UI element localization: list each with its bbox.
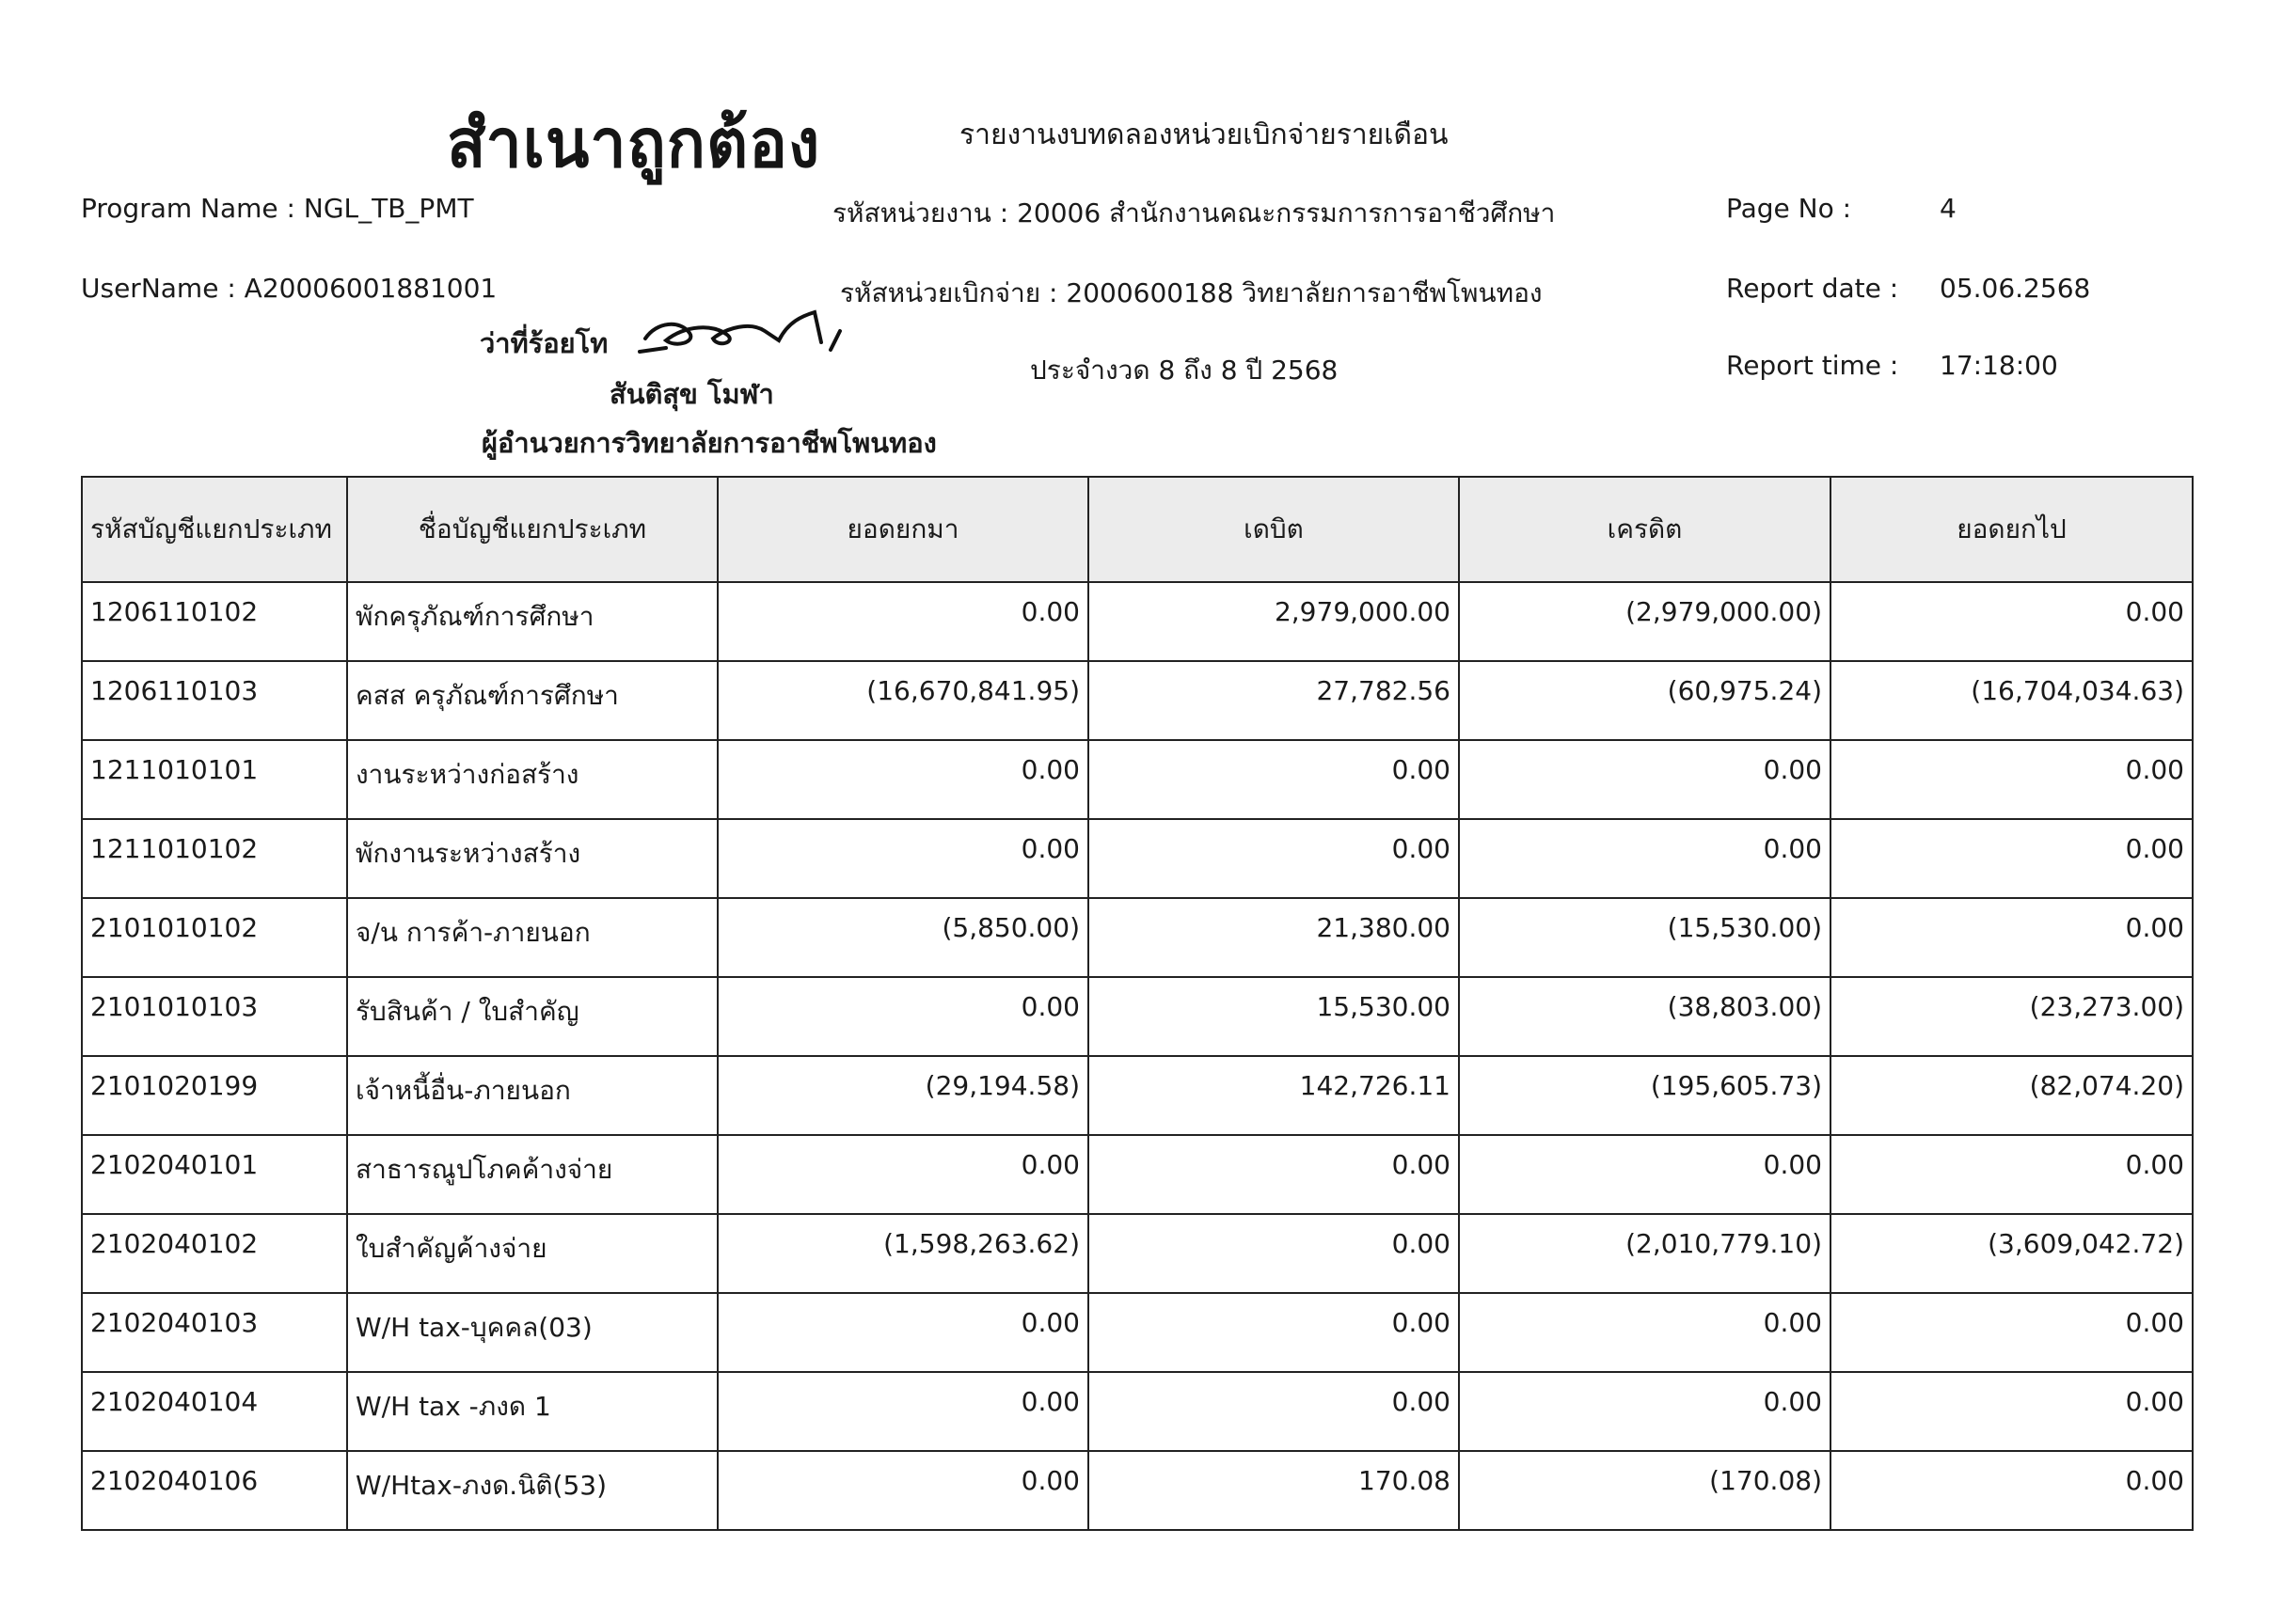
handwritten-signature (638, 303, 854, 359)
signatory-position: ผู้อำนวยการวิทยาลัยการอาชีพโพนทอง (482, 427, 937, 459)
opening-balance: 0.00 (718, 740, 1088, 819)
column-header-credit: เครดิต (1459, 477, 1830, 582)
credit: (60,975.24) (1459, 661, 1830, 740)
closing-balance: 0.00 (1830, 1372, 2193, 1451)
opening-balance: (16,670,841.95) (718, 661, 1088, 740)
debit: 15,530.00 (1088, 977, 1459, 1056)
account-name: W/Htax-ภงด.นิติ(53) (347, 1451, 718, 1530)
account-name: พักครุภัณฑ์การศึกษา (347, 582, 718, 661)
account-name: คสส ครุภัณฑ์การศึกษา (347, 661, 718, 740)
closing-balance: 0.00 (1830, 1451, 2193, 1530)
user-name: UserName : A20006001881001 (81, 273, 498, 304)
credit: 0.00 (1459, 1372, 1830, 1451)
agency-code: รหัสหน่วยงาน : 20006 สำนักงานคณะกรรมการการอาชีวศึกษา (832, 197, 1556, 229)
opening-balance: (1,598,263.62) (718, 1214, 1088, 1293)
closing-balance: (16,704,034.63) (1830, 661, 2193, 740)
account-code: 2102040103 (82, 1293, 347, 1372)
signatory-name: สันติสุข โมฬา (610, 378, 774, 410)
table-row (82, 977, 2193, 1056)
debit: 142,726.11 (1088, 1056, 1459, 1135)
account-name: สาธารณูปโภคค้างจ่าย (347, 1135, 718, 1214)
debit: 0.00 (1088, 1293, 1459, 1372)
credit: (2,979,000.00) (1459, 582, 1830, 661)
debit: 0.00 (1088, 740, 1459, 819)
table-row (82, 582, 2193, 661)
account-code: 1211010101 (82, 740, 347, 819)
account-name: งานระหว่างก่อสร้าง (347, 740, 718, 819)
closing-balance: 0.00 (1830, 740, 2193, 819)
account-code: 2102040101 (82, 1135, 347, 1214)
report-time-label: Report time : (1726, 350, 1899, 381)
report-title: รายงานงบทดลองหน่วยเบิกจ่ายรายเดือน (959, 118, 1449, 151)
credit: 0.00 (1459, 819, 1830, 898)
account-code: 2101010102 (82, 898, 347, 977)
opening-balance: 0.00 (718, 819, 1088, 898)
table-row (82, 1451, 2193, 1530)
closing-balance: 0.00 (1830, 898, 2193, 977)
report-date-label: Report date : (1726, 273, 1899, 304)
opening-balance: 0.00 (718, 1293, 1088, 1372)
account-name: จ/น การค้า-ภายนอก (347, 898, 718, 977)
credit: (195,605.73) (1459, 1056, 1830, 1135)
opening-balance: 0.00 (718, 1451, 1088, 1530)
trial-balance-table (81, 476, 2194, 1531)
closing-balance: (3,609,042.72) (1830, 1214, 2193, 1293)
table-row (82, 1135, 2193, 1214)
account-name: W/H tax -ภงด 1 (347, 1372, 718, 1451)
opening-balance: 0.00 (718, 977, 1088, 1056)
table-row (82, 1372, 2193, 1451)
account-name: W/H tax-บุคคล(03) (347, 1293, 718, 1372)
debit: 2,979,000.00 (1088, 582, 1459, 661)
report-date-value: 05.06.2568 (1940, 273, 2091, 304)
account-name: พักงานระหว่างสร้าง (347, 819, 718, 898)
debit: 0.00 (1088, 819, 1459, 898)
opening-balance: (5,850.00) (718, 898, 1088, 977)
column-header-account-code: รหัสบัญชีแยกประเภท (82, 477, 347, 582)
debit: 0.00 (1088, 1135, 1459, 1214)
closing-balance: (23,273.00) (1830, 977, 2193, 1056)
column-header-opening-balance: ยอดยกมา (718, 477, 1088, 582)
opening-balance: 0.00 (718, 582, 1088, 661)
closing-balance: 0.00 (1830, 582, 2193, 661)
account-code: 2101020199 (82, 1056, 347, 1135)
table-row (82, 1214, 2193, 1293)
credit: (15,530.00) (1459, 898, 1830, 977)
account-code: 2102040104 (82, 1372, 347, 1451)
credit: (38,803.00) (1459, 977, 1830, 1056)
page-no-label: Page No : (1726, 193, 1852, 224)
credit: 0.00 (1459, 740, 1830, 819)
credit: (170.08) (1459, 1451, 1830, 1530)
disbursement-unit-code: รหัสหน่วยเบิกจ่าย : 2000600188 วิทยาลัยการอาชีพโพนทอง (840, 277, 1543, 308)
closing-balance: 0.00 (1830, 1135, 2193, 1214)
opening-balance: (29,194.58) (718, 1056, 1088, 1135)
debit: 27,782.56 (1088, 661, 1459, 740)
account-name: เจ้าหนี้อื่น-ภายนอก (347, 1056, 718, 1135)
program-name: Program Name : NGL_TB_PMT (81, 193, 474, 224)
account-name: รับสินค้า / ใบสำคัญ (347, 977, 718, 1056)
opening-balance: 0.00 (718, 1135, 1088, 1214)
report-time-value: 17:18:00 (1940, 350, 2058, 381)
debit: 0.00 (1088, 1214, 1459, 1293)
credit: 0.00 (1459, 1135, 1830, 1214)
account-code: 2102040106 (82, 1451, 347, 1530)
table-row (82, 1056, 2193, 1135)
page-no-value: 4 (1940, 193, 1957, 224)
certified-copy-stamp: สำเนาถูกต้อง (447, 104, 821, 184)
account-code: 1211010102 (82, 819, 347, 898)
closing-balance: (82,074.20) (1830, 1056, 2193, 1135)
table-row (82, 661, 2193, 740)
column-header-account-name: ชื่อบัญชีแยกประเภท (347, 477, 718, 582)
account-name: ใบสำคัญค้างจ่าย (347, 1214, 718, 1293)
closing-balance: 0.00 (1830, 1293, 2193, 1372)
account-code: 1206110103 (82, 661, 347, 740)
account-code: 1206110102 (82, 582, 347, 661)
debit: 0.00 (1088, 1372, 1459, 1451)
table-row (82, 1293, 2193, 1372)
debit: 21,380.00 (1088, 898, 1459, 977)
signature-prefix: ว่าที่ร้อยโท (480, 327, 609, 359)
account-code: 2102040102 (82, 1214, 347, 1293)
table-row (82, 898, 2193, 977)
column-header-closing-balance: ยอดยกไป (1830, 477, 2193, 582)
report-period: ประจำงวด 8 ถึง 8 ปี 2568 (1030, 355, 1339, 386)
table-row (82, 740, 2193, 819)
opening-balance: 0.00 (718, 1372, 1088, 1451)
account-code: 2101010103 (82, 977, 347, 1056)
credit: (2,010,779.10) (1459, 1214, 1830, 1293)
table-row (82, 819, 2193, 898)
debit: 170.08 (1088, 1451, 1459, 1530)
closing-balance: 0.00 (1830, 819, 2193, 898)
table-header-row (82, 477, 2193, 582)
column-header-debit: เดบิต (1088, 477, 1459, 582)
credit: 0.00 (1459, 1293, 1830, 1372)
